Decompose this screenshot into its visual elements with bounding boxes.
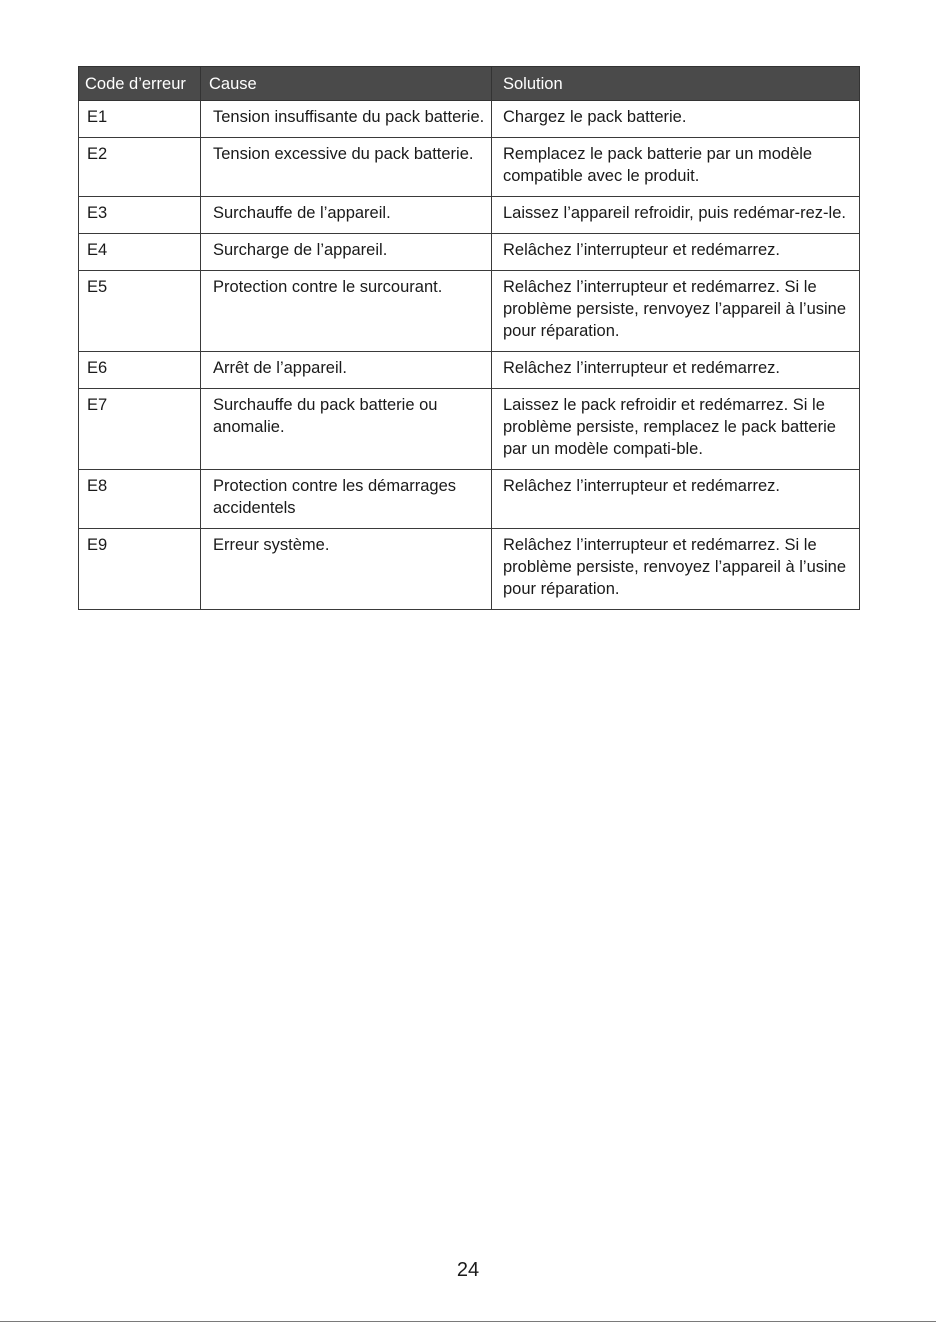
error-code-table [78,66,860,610]
error-code-cell: E4 [79,234,201,271]
solution-cell: Relâchez l’interrupteur et redémarrez. Si le problème persiste, renvoyez l’appareil à l’usine pour réparation. [492,529,860,610]
solution-cell: Remplacez le pack batterie par un modèle compatible avec le produit. [492,138,860,197]
solution-cell: Chargez le pack batterie. [492,101,860,138]
table-row [79,138,860,197]
cause-cell: Surcharge de l’appareil. [201,234,492,271]
table-row [79,197,860,234]
error-code-cell: E9 [79,529,201,610]
table-row [79,101,860,138]
table-row [79,470,860,529]
table-row [79,389,860,470]
header-row [79,67,860,101]
bottom-divider [0,1321,936,1322]
cause-cell: Erreur système. [201,529,492,610]
error-code-cell: E3 [79,197,201,234]
cause-cell: Surchauffe du pack batterie ou anomalie. [201,389,492,470]
table-row [79,234,860,271]
table-body [79,101,860,610]
cause-cell: Protection contre les démarrages accidentels [201,470,492,529]
solution-cell: Laissez l’appareil refroidir, puis redémar-rez-le. [492,197,860,234]
page-number: 24 [456,1259,480,1281]
solution-cell: Relâchez l’interrupteur et redémarrez. [492,234,860,271]
cause-cell: Tension insuffisante du pack batterie. [201,101,492,138]
solution-cell: Relâchez l’interrupteur et redémarrez. [492,470,860,529]
error-code-cell: E6 [79,352,201,389]
table-row [79,529,860,610]
cause-cell: Arrêt de l’appareil. [201,352,492,389]
cause-cell: Tension excessive du pack batterie. [201,138,492,197]
error-code-cell: E8 [79,470,201,529]
error-code-cell: E7 [79,389,201,470]
solution-cell: Relâchez l’interrupteur et redémarrez. Si le problème persiste, renvoyez l’appareil à l’usine pour réparation. [492,271,860,352]
error-code-cell: E2 [79,138,201,197]
solution-cell: Relâchez l’interrupteur et redémarrez. [492,352,860,389]
table-row [79,271,860,352]
table-header [79,67,860,101]
solution-cell: Laissez le pack refroidir et redémarrez. Si le problème persiste, remplacez le pack batterie par un modèle compati-ble. [492,389,860,470]
error-code-cell: E1 [79,101,201,138]
header-cause: Cause [201,67,492,101]
cause-cell: Surchauffe de l’appareil. [201,197,492,234]
header-code: Code d’erreur [79,67,201,101]
error-code-cell: E5 [79,271,201,352]
header-solution: Solution [492,67,860,101]
cause-cell: Protection contre le surcourant. [201,271,492,352]
table-row [79,352,860,389]
